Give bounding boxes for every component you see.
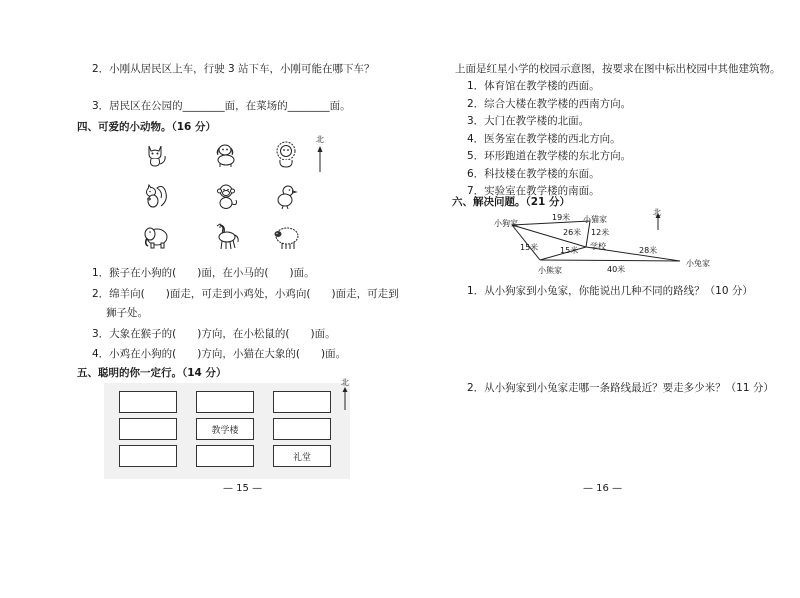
- north-label: 北: [316, 135, 324, 144]
- campus-intro: 上面是红星小学的校园示意图，按要求在图中标出校园中其他建筑物。: [455, 63, 781, 75]
- campus-item: 6．科技楼在教学楼的东面。: [467, 167, 600, 180]
- section-4-question-2-cont: 狮子处。: [106, 307, 148, 319]
- campus-box-blank: [273, 418, 331, 440]
- elephant-icon: [141, 222, 171, 250]
- campus-box-blank: [273, 391, 331, 413]
- dog-icon: [211, 140, 241, 168]
- campus-box-blank: [119, 418, 177, 440]
- chick-icon: [271, 182, 301, 210]
- dist-cat-school: 12米: [591, 228, 610, 237]
- cat-icon: [141, 140, 171, 168]
- question-2-bus: 2．小刚从居民区上车，行驶 3 站下车，小刚可能在哪下车？: [92, 63, 375, 75]
- campus-box-blank: [196, 445, 254, 467]
- campus-box-blank: [119, 391, 177, 413]
- section-6-title: 六、解决问题。（21 分）: [452, 196, 571, 208]
- route-dog-cat: [512, 221, 590, 225]
- dist-dog-cat: 19米: [552, 213, 571, 222]
- section-4-title: 四、可爱的小动物。（16 分）: [77, 121, 217, 133]
- campus-item: 7．实验室在教学楼的南面。: [467, 185, 600, 197]
- sheep-icon: [271, 222, 301, 250]
- dist-bear-school: 15米: [560, 246, 579, 255]
- dist-dog-bear: 15米: [520, 243, 539, 252]
- campus-item: 4．医务室在教学楼的西北方向。: [467, 132, 621, 145]
- campus-box-labeled: 礼堂: [273, 445, 331, 467]
- page-number-right: — 16 —: [583, 483, 623, 494]
- route-map: [478, 204, 723, 280]
- north-arrow: [313, 135, 327, 172]
- squirrel-icon: [141, 182, 171, 210]
- section-4-question-2: 2．绵羊向( )面走，可走到小鸡处，小鸡向( )面走，可走到: [92, 288, 399, 300]
- place-rabbit-house: 小兔家: [686, 259, 710, 268]
- campus-item: 2．综合大楼在教学楼的西南方向。: [467, 97, 632, 110]
- section-6-question-2: 2．从小狗家到小兔家走哪一条路线最近？要走多少米？（11 分）: [467, 382, 774, 394]
- section-5-title: 五、聪明的你一定行。（14 分）: [77, 367, 227, 379]
- section-6-question-1: 1．从小狗家到小兔家，你能说出几种不同的路线？（10 分）: [467, 285, 753, 297]
- dist-dog-school: 26米: [563, 228, 582, 237]
- monkey-icon: [211, 182, 241, 210]
- campus-box-blank: [196, 391, 254, 413]
- lion-icon: [271, 140, 301, 168]
- section-4-question-3: 3．大象在猴子的( )方向，在小松鼠的( )面。: [92, 328, 336, 340]
- place-dog-house: 小狗家: [494, 219, 518, 228]
- question-3-residential: 3．居民区在公园的________面，在菜场的________面。: [92, 100, 351, 112]
- page-number-left: — 15 —: [223, 483, 263, 494]
- dist-school-rabbit: 28米: [639, 246, 658, 255]
- section-4-question-1: 1．猴子在小狗的( )面，在小马的( )面。: [92, 267, 315, 279]
- place-school: 学校: [590, 242, 606, 251]
- route-bear-rabbit: [540, 260, 680, 261]
- place-cat-house: 小猫家: [583, 215, 607, 224]
- section-4-question-4: 4．小鸡在小狗的( )方向，小猫在大象的( )面。: [92, 348, 347, 360]
- horse-icon: [211, 222, 241, 250]
- campus-item: 3．大门在教学楼的北面。: [467, 115, 590, 127]
- north-label: 北: [341, 378, 349, 387]
- dist-bear-rabbit: 40米: [607, 265, 626, 274]
- place-bear-house: 小熊家: [538, 266, 562, 275]
- campus-box-blank: [119, 445, 177, 467]
- campus-item: 5．环形跑道在教学楼的东北方向。: [467, 150, 632, 162]
- campus-north-arrow: [339, 380, 351, 410]
- map-north-label: 北: [653, 208, 661, 217]
- campus-item: 1．体育馆在教学楼的西面。: [467, 80, 600, 92]
- campus-box-labeled: 教学楼: [196, 418, 254, 440]
